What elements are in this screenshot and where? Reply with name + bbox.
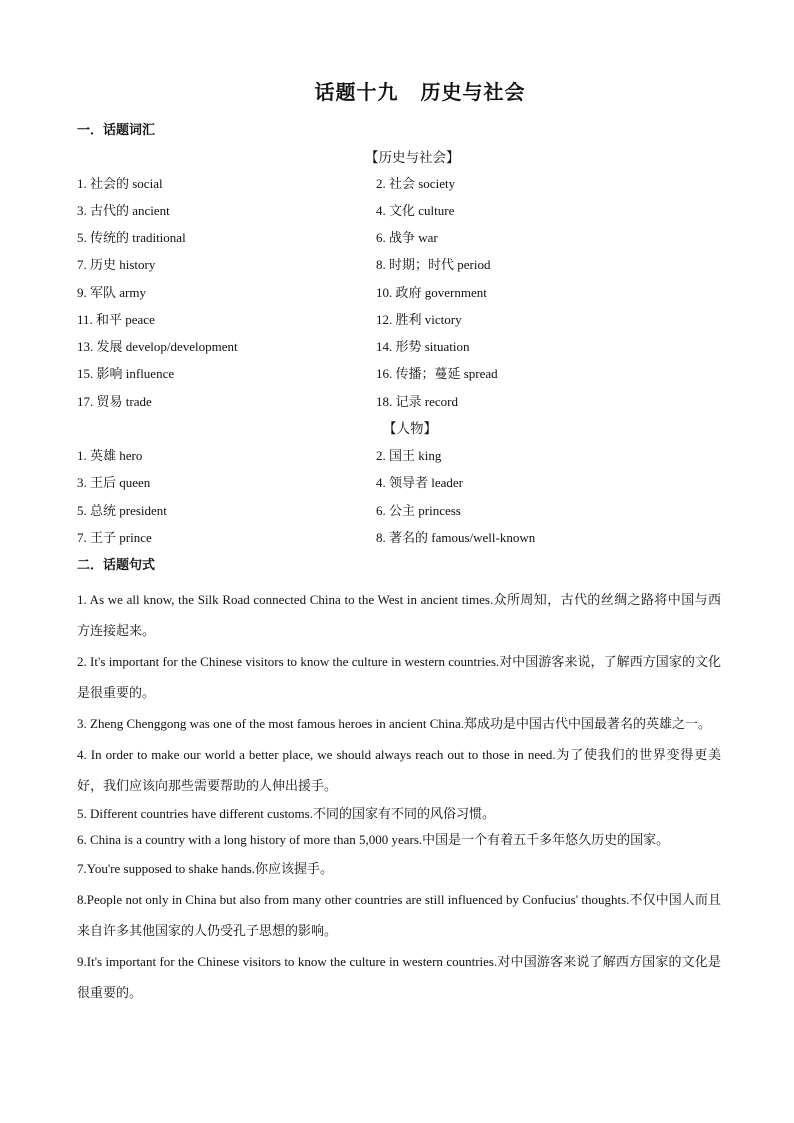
vocab-item: 5. 总统 president — [77, 503, 167, 518]
vocab-item: 7. 王子 prince — [77, 530, 152, 545]
sentence-item: 2. It's important for the Chinese visitors to know the culture in western countries.对中国游客来说，了解西方国家的文化是很重要的。 — [77, 654, 721, 700]
section-heading-vocabulary: 一．话题词汇 — [77, 122, 156, 137]
vocab-item: 11. 和平 peace — [77, 312, 155, 327]
sentence-list — [77, 584, 721, 1008]
vocab-item: 18. 记录 record — [376, 394, 458, 409]
vocab-row — [0, 282, 794, 302]
vocab-item: 9. 军队 army — [77, 285, 146, 300]
vocab-item: 15. 影响 influence — [77, 366, 175, 381]
vocab-item: 12. 胜利 victory — [376, 312, 462, 327]
vocab-item: 2. 国王 king — [376, 448, 442, 463]
sentence-item: 1. As we all know, the Silk Road connected China to the West in ancient times.众所周知，古代的丝绸之路将中国与西方连接起来。 — [77, 592, 721, 638]
vocab-row — [0, 391, 794, 411]
vocab-item: 2. 社会 society — [376, 176, 456, 191]
sentence-item: 8.People not only in China but also from many other countries are still influenced by Confucius' thoughts.不仅中国人而且来自许多其他国家的人仍受孔子思想的影响。 — [77, 892, 721, 938]
sentence-item: 9.It's important for the Chinese visitors to know the culture in western countries.对中国游客来说了解西方国家的文化是很重要的。 — [77, 954, 721, 1000]
vocab-row — [0, 500, 794, 520]
sentence-item: 7.You're supposed to shake hands.你应该握手。 — [77, 861, 333, 876]
vocab-row — [0, 200, 794, 220]
vocab-item: 16. 传播；蔓延 spread — [376, 366, 498, 381]
vocab-item: 13. 发展 develop/development — [77, 339, 238, 354]
vocab-item: 4. 领导者 leader — [376, 475, 464, 490]
title-topic-number: 话题十九 — [314, 82, 399, 104]
vocab-item: 8. 著名的 famous/well-known — [376, 530, 536, 545]
vocab-row — [0, 336, 794, 356]
vocab-item: 5. 传统的 traditional — [77, 230, 186, 245]
vocab-item: 4. 文化 culture — [376, 203, 455, 218]
vocab-item: 3. 古代的 ancient — [77, 203, 170, 218]
vocab-item: 14. 形势 situation — [376, 339, 470, 354]
vocab-row — [0, 363, 794, 383]
group-heading-people: 【人物】 — [383, 421, 437, 436]
vocab-row — [0, 527, 794, 547]
vocab-item: 17. 贸易 trade — [77, 394, 152, 409]
vocab-row — [0, 309, 794, 329]
vocab-row — [0, 445, 794, 465]
vocab-item: 8. 时期；时代 period — [376, 257, 491, 272]
section-heading-sentence-patterns: 二．话题句式 — [77, 557, 156, 572]
vocab-row — [0, 254, 794, 274]
vocab-item: 3. 王后 queen — [77, 475, 151, 490]
vocab-row — [0, 173, 794, 193]
vocab-item: 10. 政府 government — [376, 285, 487, 300]
sentence-item: 3. Zheng Chenggong was one of the most famous heroes in ancient China.郑成功是中国古代中国最著名的英雄之一。 — [77, 716, 712, 731]
vocab-item: 1. 英雄 hero — [77, 448, 143, 463]
page-title — [0, 76, 794, 105]
title-topic-name: 历史与社会 — [420, 82, 526, 104]
vocab-item: 1. 社会的 social — [77, 176, 163, 191]
sentence-item: 4. In order to make our world a better place, we should always reach out to those in need.为了使我们的世界变得更美好，我们应该向那些需要帮助的人伸出援手。 — [77, 747, 721, 793]
sentence-item: 6. China is a country with a long history of more than 5,000 years.中国是一个有着五千多年悠久历史的国家。 — [77, 832, 670, 847]
vocab-item: 7. 历史 history — [77, 257, 156, 272]
vocab-row — [0, 472, 794, 492]
group-heading-history-society: 【历史与社会】 — [365, 150, 460, 165]
vocab-item: 6. 战争 war — [376, 230, 438, 245]
sentence-item: 5. Different countries have different customs.不同的国家有不同的风俗习惯。 — [77, 806, 495, 821]
vocab-row — [0, 227, 794, 247]
vocab-item: 6. 公主 princess — [376, 503, 461, 518]
